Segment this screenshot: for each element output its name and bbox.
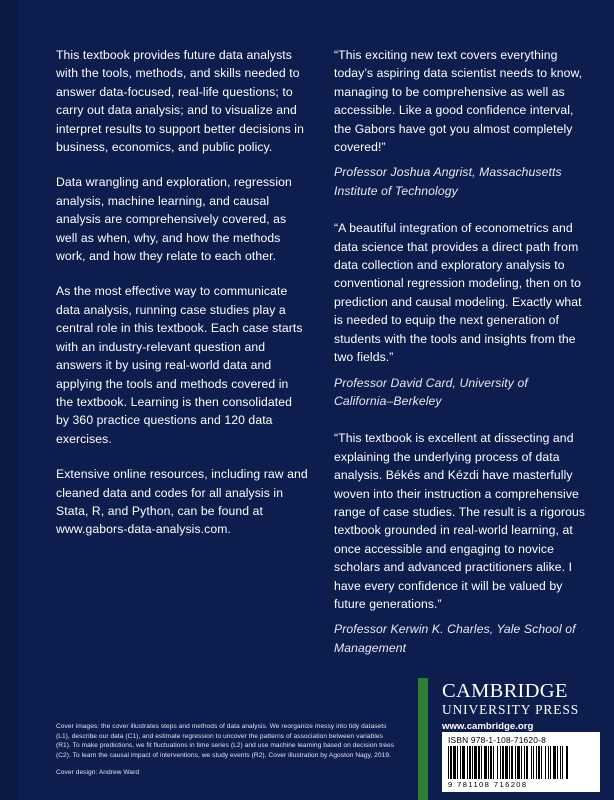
endorsement-quote: “A beautiful integration of econometrics and data science that provides a direct path from data collection and exploratory analysis to conventional regression modeling, then on to prediction and causal modeling. Exactly what is needed to equip the next generation of students with the tools and insights from the two fields.” bbox=[334, 221, 582, 365]
description-column bbox=[56, 46, 308, 657]
cover-design-credit: Cover design: Andrew Ward bbox=[56, 769, 140, 777]
cover-credits bbox=[56, 722, 396, 778]
endorsement-attribution: Professor David Card, University of California–Berkeley bbox=[334, 375, 528, 408]
publisher-logo bbox=[442, 680, 610, 734]
endorsement-quote: “This textbook is excellent at dissecting and explaining the underlying process of data analysis. Békés and Kézdi have masterfully woven into their instruction a comprehensive range of case studies. The result is a rigorous textbook grounded in real-world learning, at once accessible and engaging to novice scholars and advanced practitioners alike. I have every confidence it will be valued by future generations.” bbox=[334, 431, 586, 611]
book-spine-edge bbox=[0, 0, 19, 800]
description-paragraph: As the most effective way to communicate data analysis, running case studies play a central role in this textbook. Each case starts with an industry-relevant question and answers it by using real-world data and applying the tools and methods covered in the textbook. Learning is then consolidated by 360 practice questions and 120 data exercises. bbox=[56, 284, 303, 446]
endorsement-attribution: Professor Kerwin K. Charles, Yale School of Management bbox=[334, 622, 576, 655]
book-back-cover bbox=[18, 0, 614, 800]
description-paragraph: Extensive online resources, including raw and cleaned data and codes for all analysis in Stata, R, and Python, can be found at www.gabors-data-analysis.com. bbox=[56, 467, 308, 537]
endorsement-quote: “This exciting new text covers everything today’s aspiring data scientist needs to know, managing to be comprehensive as well as accessible. Like a good confidence interval, the Gabors have got you almost completely covered!” bbox=[334, 48, 583, 155]
publisher-block bbox=[428, 678, 614, 800]
barcode-bars bbox=[448, 746, 596, 779]
cover-images-credit: Cover images: the cover illustrates steps and methods of data analysis. We reorganize messy into tidy datasets (L1), describe our data (C1), and estimate regression to uncover the patterns of association between variables (R1). To make predictions, we fit fluctuations in time series (L2) and use machine learning based on decision trees (C2). To learn the causal impact of interventions, we study events (R2). Cover illustration by Agoston Nagy, 2019. bbox=[56, 723, 395, 759]
isbn-text: ISBN 978-1-108-71620-8 bbox=[448, 735, 546, 745]
publisher-url[interactable]: www.cambridge.org bbox=[442, 721, 534, 732]
isbn-barcode bbox=[442, 732, 600, 792]
description-paragraph: This textbook provides future data analysts with the tools, methods, and skills needed to answer data-focused, real-life questions; to carry out data analysis; and to visualize and interpret results to support better decisions in business, economics, and public policy. bbox=[56, 48, 304, 155]
description-paragraph: Data wrangling and exploration, regression analysis, machine learning, and causal analysis are comprehensively covered, as well as when, why, and how the methods work, and how they relate to each other. bbox=[56, 175, 292, 264]
cover-footer bbox=[18, 678, 614, 800]
endorsements-column bbox=[334, 46, 586, 657]
publisher-name: CAMBRIDGE bbox=[442, 680, 568, 702]
barcode-digits: 9 781108 716208 bbox=[448, 780, 528, 789]
publisher-subtitle: UNIVERSITY PRESS bbox=[442, 702, 580, 717]
endorsement-attribution: Professor Joshua Angrist, Massachusetts Institute of Technology bbox=[334, 165, 562, 198]
cover-text-columns bbox=[56, 46, 586, 657]
